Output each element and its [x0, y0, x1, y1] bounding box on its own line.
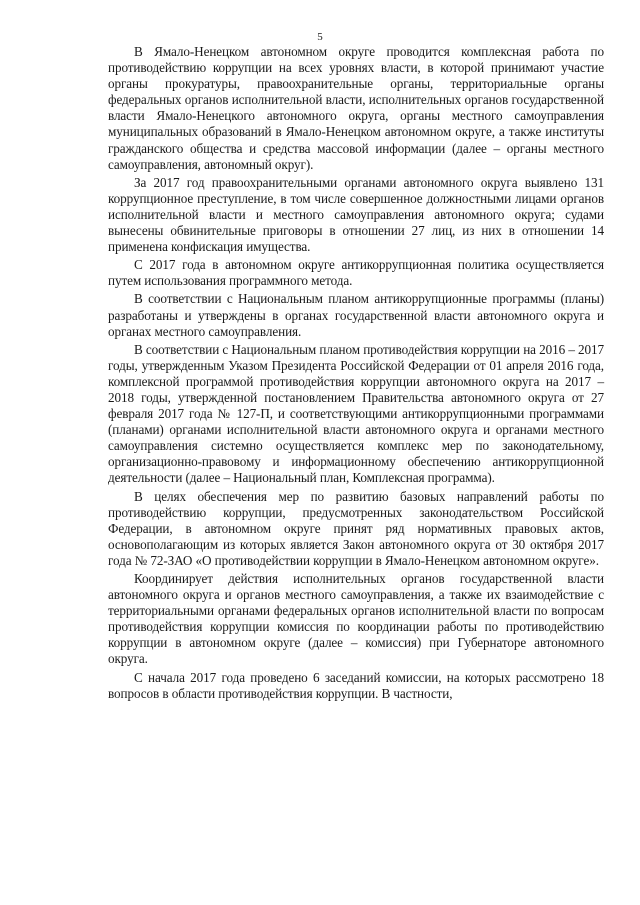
paragraph: За 2017 год правоохранительными органами автономного округа выявлено 131 коррупционное преступление, в том числе совершенное должностными лицами органов исполнительной власти и местного самоуправления автономного округа; судами вынесены обвинительные приговоры в отношении 27 лиц, из них в отношении 14 применена конфискация имущества.	[108, 174, 604, 255]
page-number: 5	[317, 31, 323, 43]
paragraph: В целях обеспечения мер по развитию базовых направлений работы по противодействию коррупции, предусмотренных законодательством Российской Федерации, в автономном округе принят ряд нормативных правовых актов, основополагающим из которых является Закон автономного округа от 30 октября 2017 года № 72-ЗАО «О противодействии коррупции в Ямало-Ненецком автономном округе».	[108, 488, 604, 568]
paragraph: С 2017 года в автономном округе антикоррупционная политика осуществляется путем использования программного метода.	[108, 257, 604, 289]
paragraph: В соответствии с Национальным планом антикоррупционные программы (планы) разработаны и утверждены в органах государственной власти автономного округа и органах местного самоуправления.	[108, 291, 604, 339]
body-text	[108, 44, 604, 704]
paragraph: В соответствии с Национальным планом противодействия коррупции на 2016 – 2017 годы, утвержденным Указом Президента Российской Федерации от 01 апреля 2016 года, комплексной программой противодействия коррупции автономного округа на 2017 – 2018 годы, утвержденной постановлением Правительства автономного округа от 27 февраля 2017 года № 127-П, и соответствующими антикоррупционными программами (планами) органами исполнительной власти автономного округа и органами местного самоуправления системно осуществляется комплекс мер по законодательному, организационно-правовому и информационному обеспечению антикоррупционной деятельности (далее – Национальный план, Комплексная программа).	[108, 341, 604, 486]
paragraph: В Ямало-Ненецком автономном округе проводится комплексная работа по противодействию коррупции на всех уровнях власти, в которой принимают участие органы прокуратуры, правоохранительные органы, территориальные органы федеральных органов исполнительной власти, исполнительных органов государственной власти Ямало-Ненецкого автономного округа, органы местного самоуправления муниципальных образований в Ямало-Ненецком автономном округе, а также институты гражданского общества и средства массовой информации (далее – органы местного самоуправления, автономный округ).	[108, 44, 604, 172]
paragraph: С начала 2017 года проведено 6 заседаний комиссии, на которых рассмотрено 18 вопросов в области противодействия коррупции. В частности,	[108, 669, 604, 701]
paragraph: Координирует действия исполнительных органов государственной власти автономного округа и органов местного самоуправления, а также их взаимодействие с территориальными органами федеральных органов исполнительной власти по вопросам противодействия коррупции комиссия по координации работы по противодействию коррупции в автономном округе (далее – комиссия) при Губернаторе автономного округа.	[108, 571, 604, 667]
